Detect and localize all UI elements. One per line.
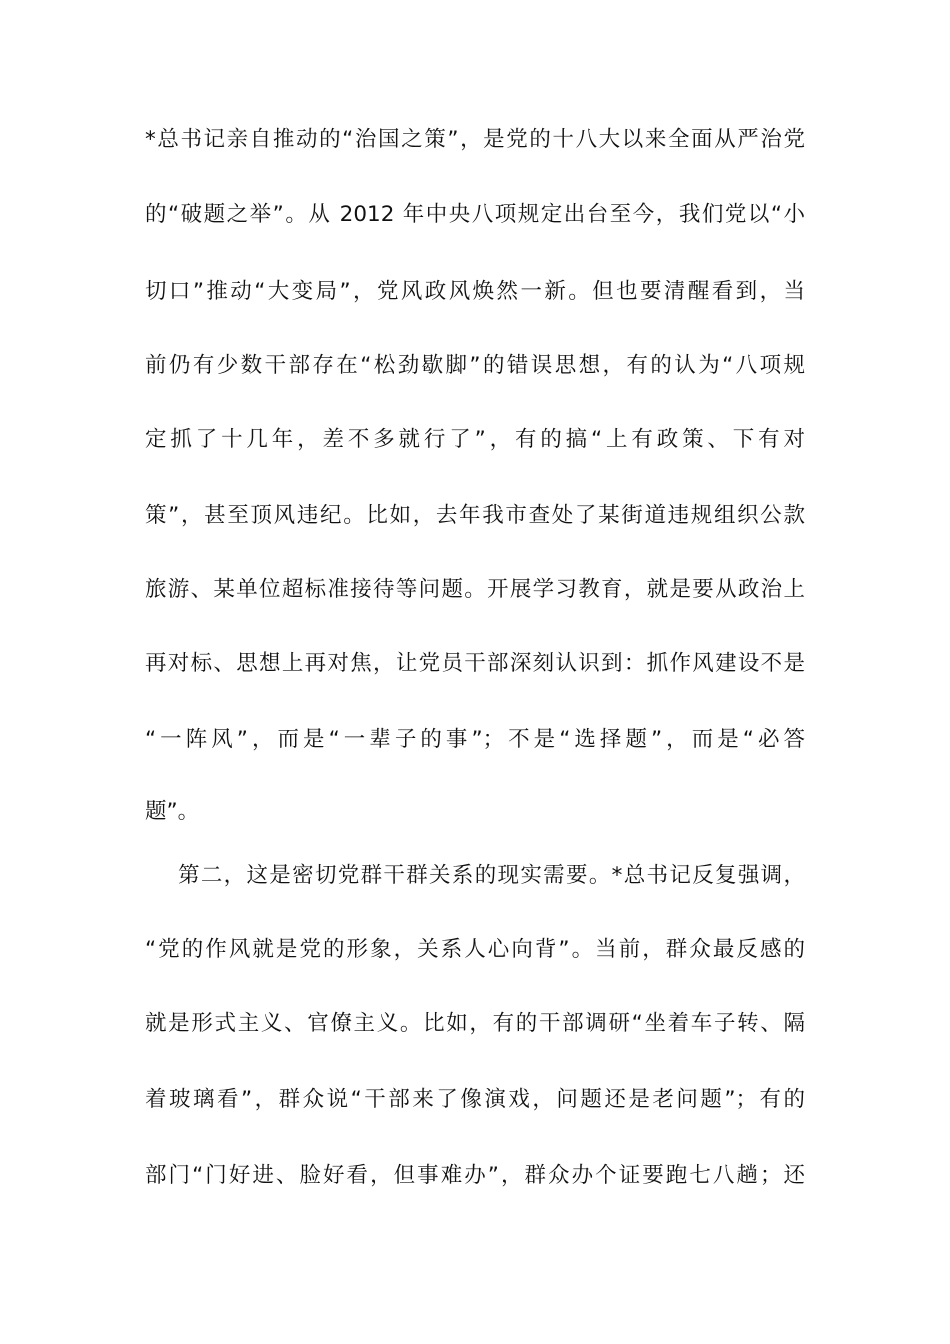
text-line: 定抓了十几年，差不多就行了”，有的搞“上有政策、下有对 (145, 427, 805, 452)
text-line: “党的作风就是党的形象，关系人心向背”。当前，群众最反感的 (145, 937, 805, 962)
text-line: 题”。 (145, 799, 200, 824)
text-line: 着玻璃看”，群众说“干部来了像演戏，问题还是老问题”；有的 (145, 1087, 805, 1112)
text-line: 第二，这是密切党群干群关系的现实需要。*总书记反复强调， (178, 863, 805, 888)
text-line: 前仍有少数干部存在“松劲歇脚”的错误思想，有的认为“八项规 (145, 353, 805, 378)
text-line: 切口”推动“大变局”，党风政风焕然一新。但也要清醒看到，当 (145, 279, 805, 304)
text-line: “一阵风”，而是“一辈子的事”；不是“选择题”，而是“必答 (145, 727, 805, 752)
text-line: 旅游、某单位超标准接待等问题。开展学习教育，就是要从政治上 (145, 577, 805, 602)
text-line: 部门“门好进、脸好看，但事难办”，群众办个证要跑七八趟；还 (145, 1163, 805, 1188)
text-line: *总书记亲自推动的“治国之策”，是党的十八大以来全面从严治党 (145, 127, 805, 152)
text-line: 的“破题之举”。从 2012 年中央八项规定出台至今，我们党以“小 (145, 202, 805, 227)
text-line: 再对标、思想上再对焦，让党员干部深刻认识到：抓作风建设不是 (145, 651, 805, 676)
text-line: 策”，甚至顶风违纪。比如，去年我市查处了某街道违规组织公款 (145, 503, 805, 528)
text-line: 就是形式主义、官僚主义。比如，有的干部调研“坐着车子转、隔 (145, 1011, 805, 1036)
